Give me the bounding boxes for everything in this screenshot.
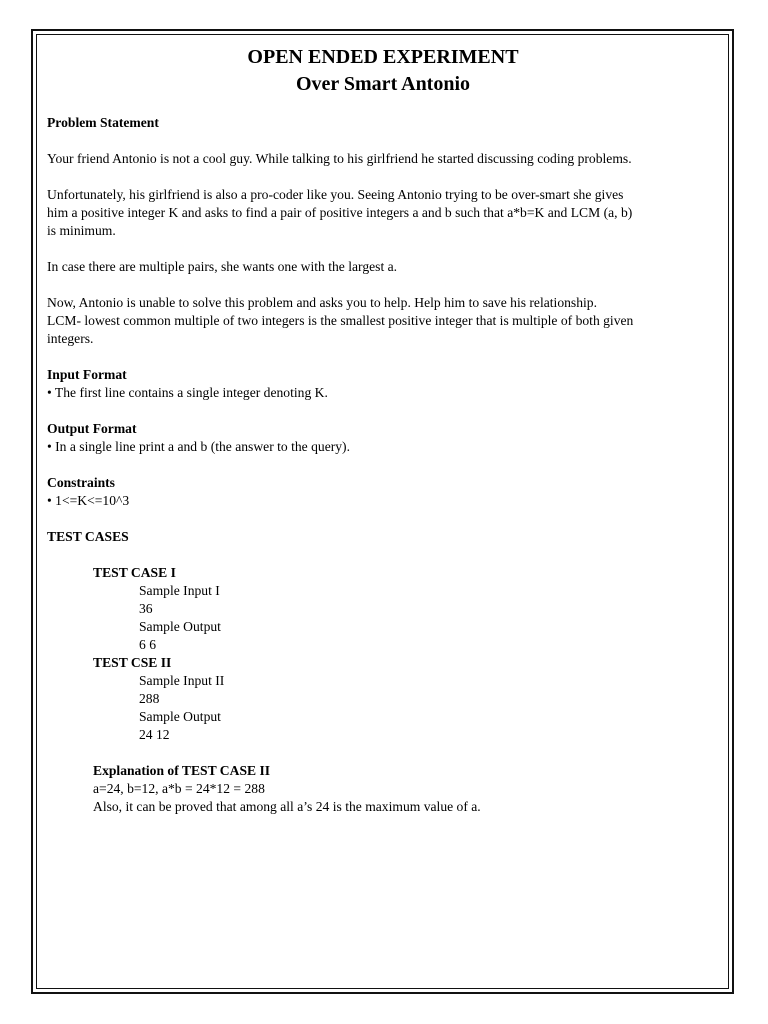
- test-case-2-output-label: Sample Output: [139, 709, 221, 724]
- document-page: [47, 44, 719, 816]
- test-case-1-output-label: Sample Output: [139, 619, 221, 634]
- problem-paragraph-1: Your friend Antonio is not a cool guy. While talking to his girlfriend he started discussing coding problems.: [47, 151, 632, 166]
- test-case-2-input: 288: [139, 691, 160, 706]
- test-case-1-output: 6 6: [139, 637, 156, 652]
- test-case-1-input: 36: [139, 601, 153, 616]
- test-case-2-output: 24 12: [139, 727, 170, 742]
- document-title: OPEN ENDED EXPERIMENT: [247, 46, 519, 68]
- document-subtitle: Over Smart Antonio: [295, 73, 471, 95]
- explanation-line-2: Also, it can be proved that among all a’s 24 is the maximum value of a.: [93, 799, 481, 814]
- test-case-1-input-label: Sample Input I: [139, 583, 220, 598]
- problem-paragraph-3: In case there are multiple pairs, she wants one with the largest a.: [47, 259, 398, 274]
- explanation-line-1: a=24, b=12, a*b = 24*12 = 288: [93, 781, 265, 796]
- test-cases-heading: TEST CASES: [47, 529, 129, 544]
- input-format-heading: Input Format: [47, 367, 127, 382]
- problem-statement-heading: Problem Statement: [47, 115, 159, 130]
- output-format-heading: Output Format: [47, 421, 137, 436]
- problem-paragraph-2-line-1: Unfortunately, his girlfriend is also a pro-coder like you. Seeing Antonio trying to be over-smart she gives: [47, 187, 624, 202]
- input-format-text: • The first line contains a single integer denoting K.: [47, 385, 328, 400]
- problem-paragraph-4-line-3: integers.: [47, 331, 94, 346]
- problem-paragraph-2-line-2: him a positive integer K and asks to find a pair of positive integers a and b such that a*b=K and LCM (a, b): [47, 205, 633, 220]
- constraints-text: • 1<=K<=10^3: [47, 493, 130, 508]
- explanation-heading: Explanation of TEST CASE II: [93, 763, 271, 778]
- constraints-heading: Constraints: [47, 475, 115, 490]
- test-case-2-heading: TEST CSE II: [93, 655, 172, 670]
- problem-paragraph-2-line-3: is minimum.: [47, 223, 116, 238]
- problem-paragraph-4-line-2: LCM- lowest common multiple of two integers is the smallest positive integer that is multiple of both given: [47, 313, 634, 328]
- output-format-text: • In a single line print a and b (the answer to the query).: [47, 439, 350, 454]
- test-case-1-heading: TEST CASE I: [93, 565, 176, 580]
- problem-paragraph-4-line-1: Now, Antonio is unable to solve this problem and asks you to help. Help him to save his relationship.: [47, 295, 597, 310]
- test-case-2-input-label: Sample Input II: [139, 673, 225, 688]
